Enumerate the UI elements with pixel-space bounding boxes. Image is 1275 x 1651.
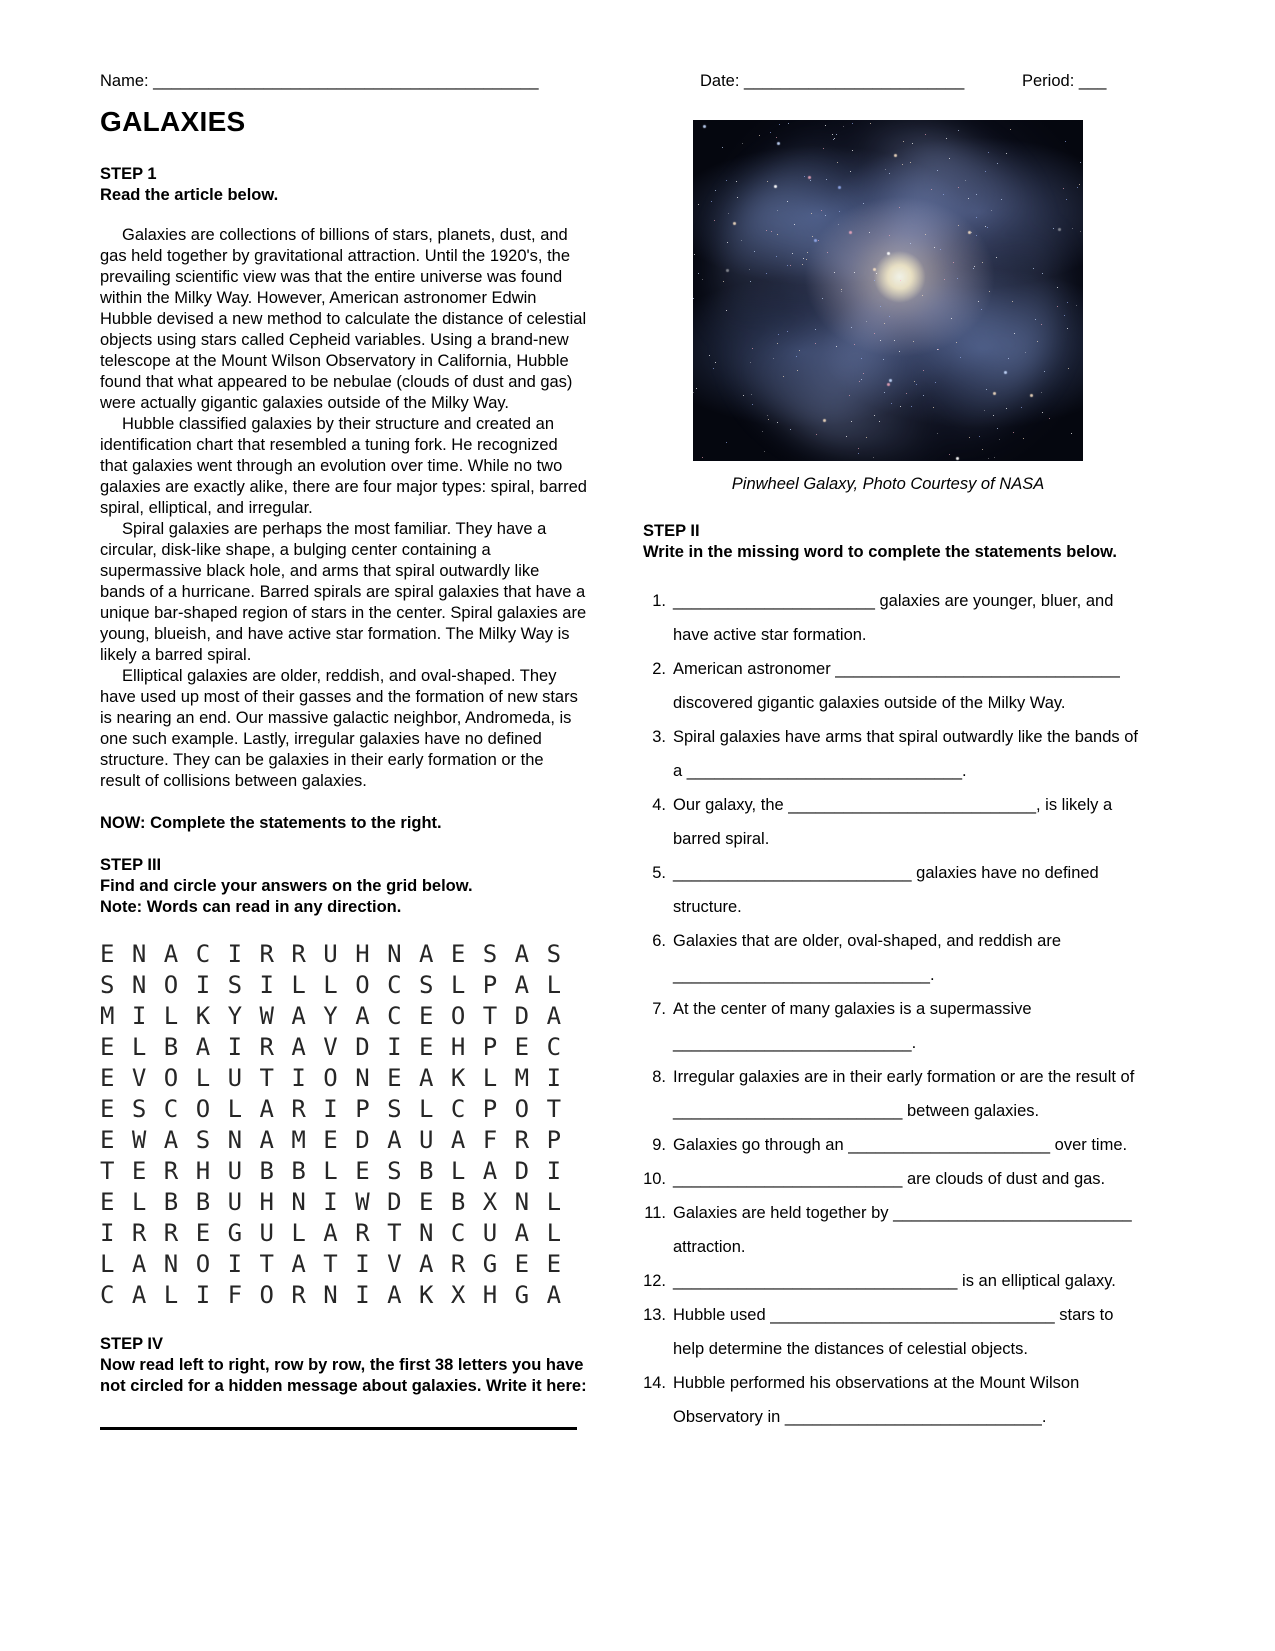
article-paragraph: Spiral galaxies are perhaps the most familiar. They have a circular, disk-like shape, a bulging center containing a supermassive black hole, and arms that spiral outwardly like bands of a hurricane. Barred spirals are spiral galaxies that have a unique bar-shaped region of stars in the center. Spiral galaxies are young, blueish, and have active star formation. The Milky Way is likely a barred spiral. <box>100 520 587 664</box>
left-column <box>100 106 594 1430</box>
step2-label: STEP II <box>643 522 700 540</box>
statement-item <box>643 1196 1141 1264</box>
step1-instruction: Read the article below. <box>100 186 279 204</box>
page-header <box>100 72 1180 96</box>
statement-item <box>643 788 1141 856</box>
step1-heading <box>100 164 594 206</box>
statement-item <box>643 1128 1141 1162</box>
statement-number: 4. <box>652 796 666 814</box>
statement-text: _______________________________ is an elliptical galaxy. <box>673 1272 1116 1290</box>
statement-text: Our galaxy, the ___________________________, is likely a barred spiral. <box>673 796 1113 848</box>
word-search-row: T E R H U B B L E S B L A D I <box>100 1157 563 1185</box>
step4-heading <box>100 1334 592 1397</box>
step4-label: STEP IV <box>100 1335 163 1353</box>
pinwheel-galaxy-image <box>693 120 1083 461</box>
step2-instruction: Write in the missing word to complete the statements below. <box>643 543 1117 561</box>
statement-item <box>643 924 1141 992</box>
step2-heading <box>643 521 1135 563</box>
statement-number: 3. <box>652 728 666 746</box>
statement-text: ______________________ galaxies are younger, bluer, and have active star formation. <box>673 592 1114 644</box>
hidden-message-answer-line <box>100 1427 577 1430</box>
star-field <box>693 120 694 121</box>
statement-number: 11. <box>644 1204 666 1222</box>
statement-number: 2. <box>652 660 666 678</box>
statement-item <box>643 1060 1141 1128</box>
step3-label: STEP III <box>100 856 162 874</box>
statement-number: 13. <box>643 1306 666 1324</box>
statement-number: 9. <box>652 1136 666 1154</box>
step3-instruction: Find and circle your answers on the grid below. <box>100 877 473 895</box>
page-title: GALAXIES <box>100 106 246 137</box>
statement-item <box>643 856 1141 924</box>
statement-item <box>643 1298 1141 1366</box>
statement-number: 8. <box>652 1068 666 1086</box>
statement-text: Galaxies go through an ______________________ over time. <box>673 1136 1128 1154</box>
date-blank: Date: ________________________ <box>700 72 965 90</box>
statement-text: Spiral galaxies have arms that spiral outwardly like the bands of a ______________________________. <box>673 728 1138 780</box>
word-search-row: L A N O I T A T I V A R G E E <box>100 1250 563 1278</box>
step1-label: STEP 1 <box>100 165 157 183</box>
statement-text: Hubble used _______________________________ stars to help determine the distances of celestial objects. <box>673 1306 1114 1358</box>
statement-item <box>643 1264 1141 1298</box>
word-search-row: M I L K Y W A Y A C E O T D A <box>100 1002 563 1030</box>
statement-number: 6. <box>652 932 666 950</box>
statements-list <box>643 584 1141 1434</box>
step4-instruction: Now read left to right, row by row, the first 38 letters you have not circled for a hidden message about galaxies. Write it here: <box>100 1356 587 1395</box>
word-search-row: E N A C I R R U H N A E S A S <box>100 940 563 968</box>
statement-item <box>643 1366 1141 1434</box>
word-search-grid <box>100 939 594 1311</box>
word-search-row: I R R E G U L A R T N C U A L <box>100 1219 563 1247</box>
word-search-row: S N O I S I L L O C S L P A L <box>100 971 563 999</box>
statement-number: 5. <box>652 864 666 882</box>
figure-caption: Pinwheel Galaxy, Photo Courtesy of NASA <box>731 475 1045 493</box>
word-search-row: E L B A I R A V D I E H P E C <box>100 1033 563 1061</box>
statement-item <box>643 1162 1141 1196</box>
word-search-row: C A L I F O R N I A K X H G A <box>100 1281 563 1309</box>
word-search-row: E L B B U H N I W D E B X N L <box>100 1188 563 1216</box>
article-paragraph: Galaxies are collections of billions of stars, planets, dust, and gas held together by gravitational attraction. Until the 1920's, the prevailing scientific view was that the entire universe was found within the Milky Way. However, American astronomer Edwin Hubble devised a new method to calculate the distance of celestial objects using stars called Cepheid variables. Using a brand-new telescope at the Mount Wilson Observatory in California, Hubble found that what appeared to be nebulae (clouds of dust and gas) were actually gigantic galaxies outside of the Milky Way. <box>100 226 587 412</box>
statement-number: 12. <box>643 1272 666 1290</box>
right-column <box>643 106 1143 1434</box>
statement-item <box>643 720 1141 788</box>
statement-number: 10. <box>643 1170 666 1188</box>
step3-note: Note: Words can read in any direction. <box>100 898 402 916</box>
statement-text: Hubble performed his observations at the Mount Wilson Observatory in ____________________________. <box>673 1374 1080 1426</box>
statement-number: 1. <box>652 592 666 610</box>
statement-text: Galaxies are held together by __________________________ attraction. <box>673 1204 1132 1256</box>
statement-text: Irregular galaxies are in their early formation or are the result of _________________________ between galaxies. <box>673 1068 1135 1120</box>
article <box>100 225 587 792</box>
statement-text: _________________________ are clouds of dust and gas. <box>673 1170 1106 1188</box>
word-search-row: E V O L U T I O N E A K L M I <box>100 1064 563 1092</box>
statement-item <box>643 992 1141 1060</box>
statement-text: At the center of many galaxies is a supermassive __________________________. <box>673 1000 1032 1052</box>
article-paragraph: Hubble classified galaxies by their structure and created an identification chart that resembled a tuning fork. He recognized that galaxies went through an evolution over time. While no two galaxies are exactly alike, there are four major types: spiral, barred spiral, elliptical, and irregular. <box>100 415 587 517</box>
statement-text: Galaxies that are older, oval-shaped, and reddish are ____________________________. <box>673 932 1061 984</box>
article-paragraph: Elliptical galaxies are older, reddish, and oval-shaped. They have used up most of their gasses and the formation of new stars is nearing an end. Our massive galactic neighbor, Andromeda, is one such example. Lastly, irregular galaxies have no defined structure. They can be galaxies in their early formation or the result of collisions between galaxies. <box>100 667 578 790</box>
word-search-row: E W A S N A M E D A U A F R P <box>100 1126 563 1154</box>
now-instruction: NOW: Complete the statements to the right. <box>100 814 442 832</box>
word-search-row: E S C O L A R I P S L C P O T <box>100 1095 563 1123</box>
statement-number: 14. <box>643 1374 666 1392</box>
statement-text: __________________________ galaxies have no defined structure. <box>673 864 1099 916</box>
statement-number: 7. <box>652 1000 666 1018</box>
period-blank: Period: ___ <box>1022 72 1107 90</box>
statement-text: American astronomer _______________________________ discovered gigantic galaxies outside of the Milky Way. <box>673 660 1120 712</box>
step3-heading <box>100 855 594 918</box>
galaxy-figure <box>643 120 1143 494</box>
statement-item <box>643 652 1141 720</box>
statement-item <box>643 584 1141 652</box>
name-blank: Name: __________________________________________ <box>100 72 539 90</box>
